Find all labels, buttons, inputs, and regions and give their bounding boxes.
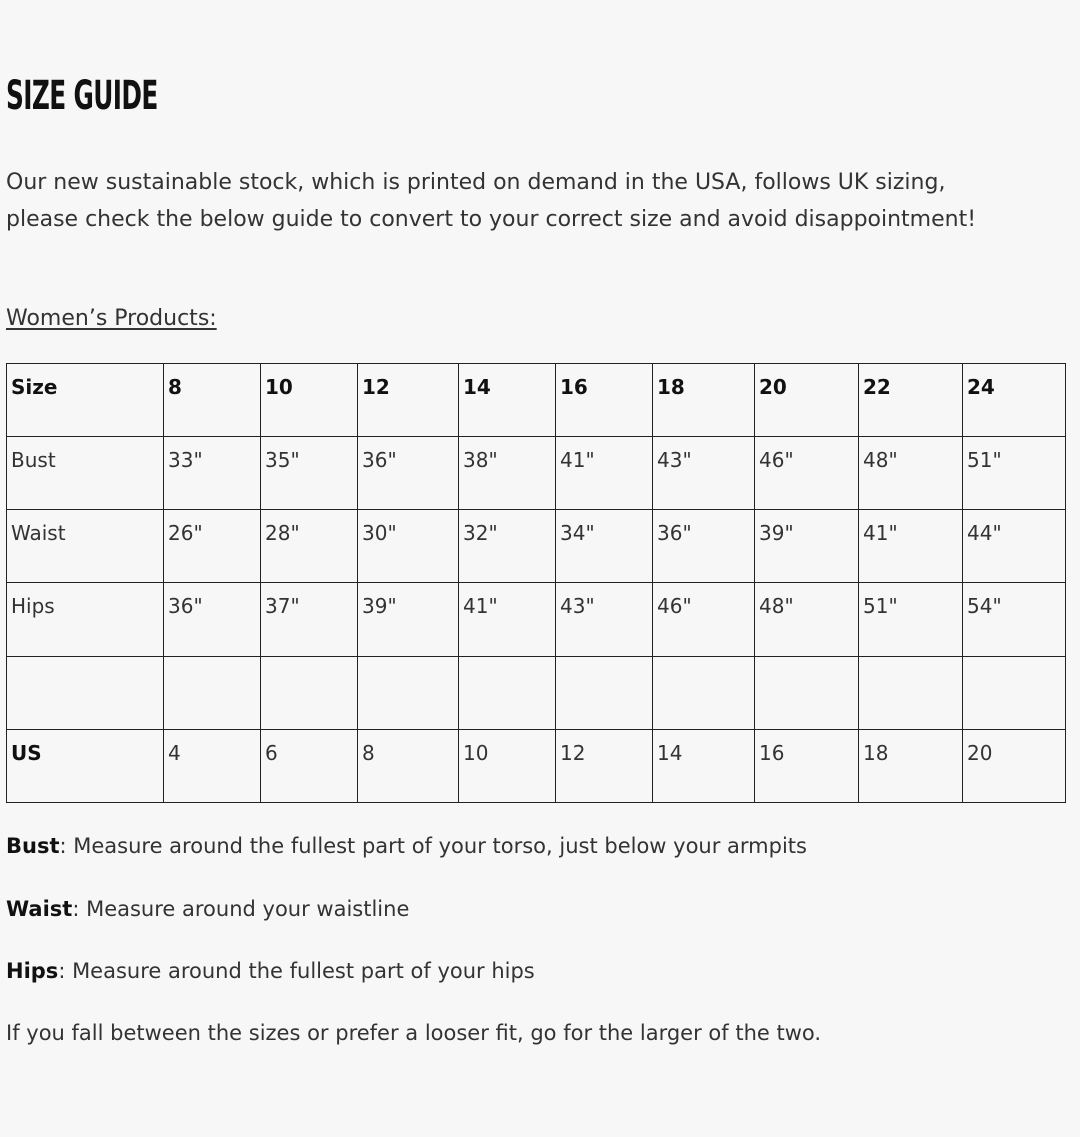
table-cell — [653, 656, 755, 729]
header-cell: 10 — [261, 364, 358, 437]
waist-definition — [6, 894, 409, 924]
definition-text: : Measure around the fullest part of your torso, just below your armpits — [59, 834, 807, 858]
definition-term: Bust — [6, 834, 60, 858]
hips-definition — [6, 956, 535, 986]
table-cell: 28" — [261, 510, 358, 583]
table-cell: 41" — [459, 583, 556, 656]
table-cell: 51" — [859, 583, 963, 656]
table-row-us — [7, 729, 1066, 802]
header-cell: 22 — [859, 364, 963, 437]
table-cell: 26" — [164, 510, 261, 583]
table-cell: 36" — [653, 510, 755, 583]
table-cell: 46" — [755, 437, 859, 510]
table-cell: 12 — [556, 729, 653, 802]
table-cell: 39" — [755, 510, 859, 583]
table-cell: 43" — [556, 583, 653, 656]
table-cell: 20 — [963, 729, 1066, 802]
table-cell: 48" — [755, 583, 859, 656]
row-label-cell: US — [7, 729, 164, 802]
row-label-cell: Bust — [7, 437, 164, 510]
table-cell — [261, 656, 358, 729]
table-cell: 30" — [358, 510, 459, 583]
table-row-empty — [7, 656, 1066, 729]
table-cell: 41" — [859, 510, 963, 583]
row-label-cell: Hips — [7, 583, 164, 656]
table-cell: 39" — [358, 583, 459, 656]
table-cell: 36" — [358, 437, 459, 510]
table-cell: 4 — [164, 729, 261, 802]
definition-term: Waist — [6, 897, 73, 921]
table-cell: 38" — [459, 437, 556, 510]
header-cell: 12 — [358, 364, 459, 437]
definition-text: : Measure around the fullest part of your hips — [58, 959, 535, 983]
table-cell: 14 — [653, 729, 755, 802]
table-cell: 34" — [556, 510, 653, 583]
header-cell: 20 — [755, 364, 859, 437]
table-cell: 32" — [459, 510, 556, 583]
header-cell: 16 — [556, 364, 653, 437]
header-cell: 18 — [653, 364, 755, 437]
definition-term: Hips — [6, 959, 59, 983]
table-cell: 6 — [261, 729, 358, 802]
intro-text: Our new sustainable stock, which is printed on demand in the USA, follows UK sizing, please check the below guide to convert to your correct size and avoid disappointment! — [6, 170, 977, 232]
header-cell: Size — [7, 364, 164, 437]
definition-text: : Measure around your waistline — [72, 897, 410, 921]
table-row-waist — [7, 510, 1066, 583]
page-title: SIZE GUIDE — [6, 73, 158, 119]
table-cell — [459, 656, 556, 729]
table-cell — [859, 656, 963, 729]
table-cell — [755, 656, 859, 729]
table-cell: 37" — [261, 583, 358, 656]
table-cell: 44" — [963, 510, 1066, 583]
table-cell: 33" — [164, 437, 261, 510]
table-cell: 36" — [164, 583, 261, 656]
header-cell: 24 — [963, 364, 1066, 437]
size-chart-table — [6, 363, 1066, 803]
table-cell: 54" — [963, 583, 1066, 656]
table-cell: 8 — [358, 729, 459, 802]
table-row-hips — [7, 583, 1066, 656]
table-cell: 16 — [755, 729, 859, 802]
table-cell: 46" — [653, 583, 755, 656]
table-cell: 43" — [653, 437, 755, 510]
table-cell — [358, 656, 459, 729]
table-row-bust — [7, 437, 1066, 510]
bust-definition — [6, 831, 807, 861]
table-cell: 18 — [859, 729, 963, 802]
section-label-womens-products: Women’s Products: — [6, 306, 217, 331]
table-cell: 51" — [963, 437, 1066, 510]
table-cell — [7, 656, 164, 729]
table-cell — [164, 656, 261, 729]
table-cell — [963, 656, 1066, 729]
table-cell: 10 — [459, 729, 556, 802]
table-cell: 48" — [859, 437, 963, 510]
fit-note: If you fall between the sizes or prefer a looser fit, go for the larger of the two. — [6, 1021, 822, 1045]
header-cell: 8 — [164, 364, 261, 437]
table-header-row — [7, 364, 1066, 437]
table-cell: 41" — [556, 437, 653, 510]
table-cell: 35" — [261, 437, 358, 510]
table-cell — [556, 656, 653, 729]
header-cell: 14 — [459, 364, 556, 437]
row-label-cell: Waist — [7, 510, 164, 583]
